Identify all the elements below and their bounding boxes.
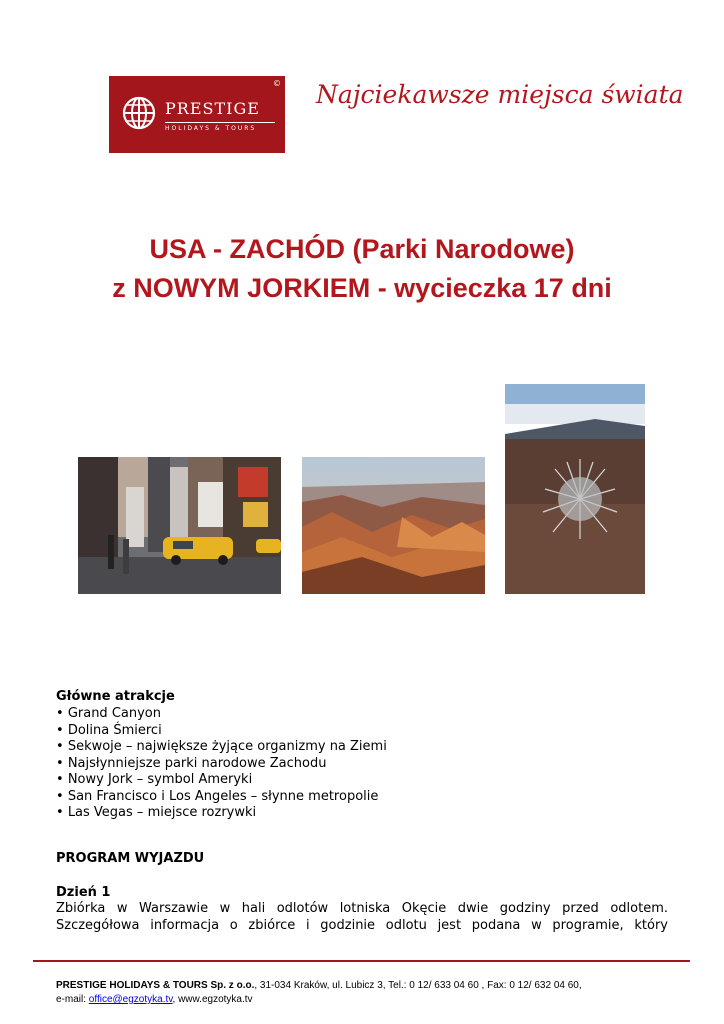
list-item: • Dolina Śmierci [56, 723, 668, 740]
footer [56, 979, 582, 1007]
prestige-logo [109, 76, 285, 153]
program-heading: PROGRAM WYJAZDU [56, 851, 205, 866]
list-item: • Las Vegas – miejsce rozrywki [56, 805, 668, 822]
title-line-1: USA - ZACHÓD (Parki Narodowe) [149, 234, 575, 264]
tagline: Najciekawsze miejsca świata [316, 80, 684, 109]
silversword-plant-photo [505, 384, 645, 594]
day-1-line-1: Zbiórka w Warszawie w hali odlotów lotniska Okęcie dwie godziny przed odlotem. [56, 901, 668, 916]
footer-divider [33, 960, 690, 962]
day-1-text [56, 901, 668, 934]
footer-line-1 [56, 979, 582, 993]
footer-email-link[interactable]: office@egzotyka.tv [88, 994, 173, 1005]
copyright-mark: © [273, 79, 281, 88]
list-item: • San Francisco i Los Angeles – słynne metropolie [56, 789, 668, 806]
list-item: • Nowy Jork – symbol Ameryki [56, 772, 668, 789]
footer-company: PRESTIGE HOLIDAYS & TOURS Sp. z o.o. [56, 980, 255, 991]
list-item: • Najsłynniejsze parki narodowe Zachodu [56, 756, 668, 773]
logo-rule [165, 122, 275, 123]
day-1-heading: Dzień 1 [56, 885, 111, 900]
attractions-heading: Główne atrakcje [56, 689, 175, 704]
footer-address: , 31-034 Kraków, ul. Lubicz 3, Tel.: 0 12/ 633 04 60 , Fax: 0 12/ 632 04 60, [254, 980, 582, 991]
attractions-list [56, 706, 668, 822]
globe-icon [121, 95, 157, 131]
day-1-line-2: Szczegółowa informacja o zbiórce i godzinie odlotu jest podana w programie, który [56, 917, 668, 933]
grand-canyon-photo [302, 457, 485, 594]
footer-email-label: e-mail: [56, 994, 89, 1005]
title-line-2: z NOWYM JORKIEM - wycieczka 17 dni [112, 273, 612, 303]
list-item: • Sekwoje – największe żyjące organizmy na Ziemi [56, 739, 668, 756]
footer-line-2 [56, 993, 582, 1007]
logo-subtitle: HOLIDAYS & TOURS [165, 125, 257, 132]
footer-web: , www.egzotyka.tv [172, 994, 253, 1005]
logo-brand: PRESTIGE [165, 99, 260, 118]
new-york-street-photo [78, 457, 281, 594]
list-item: • Grand Canyon [56, 706, 668, 723]
